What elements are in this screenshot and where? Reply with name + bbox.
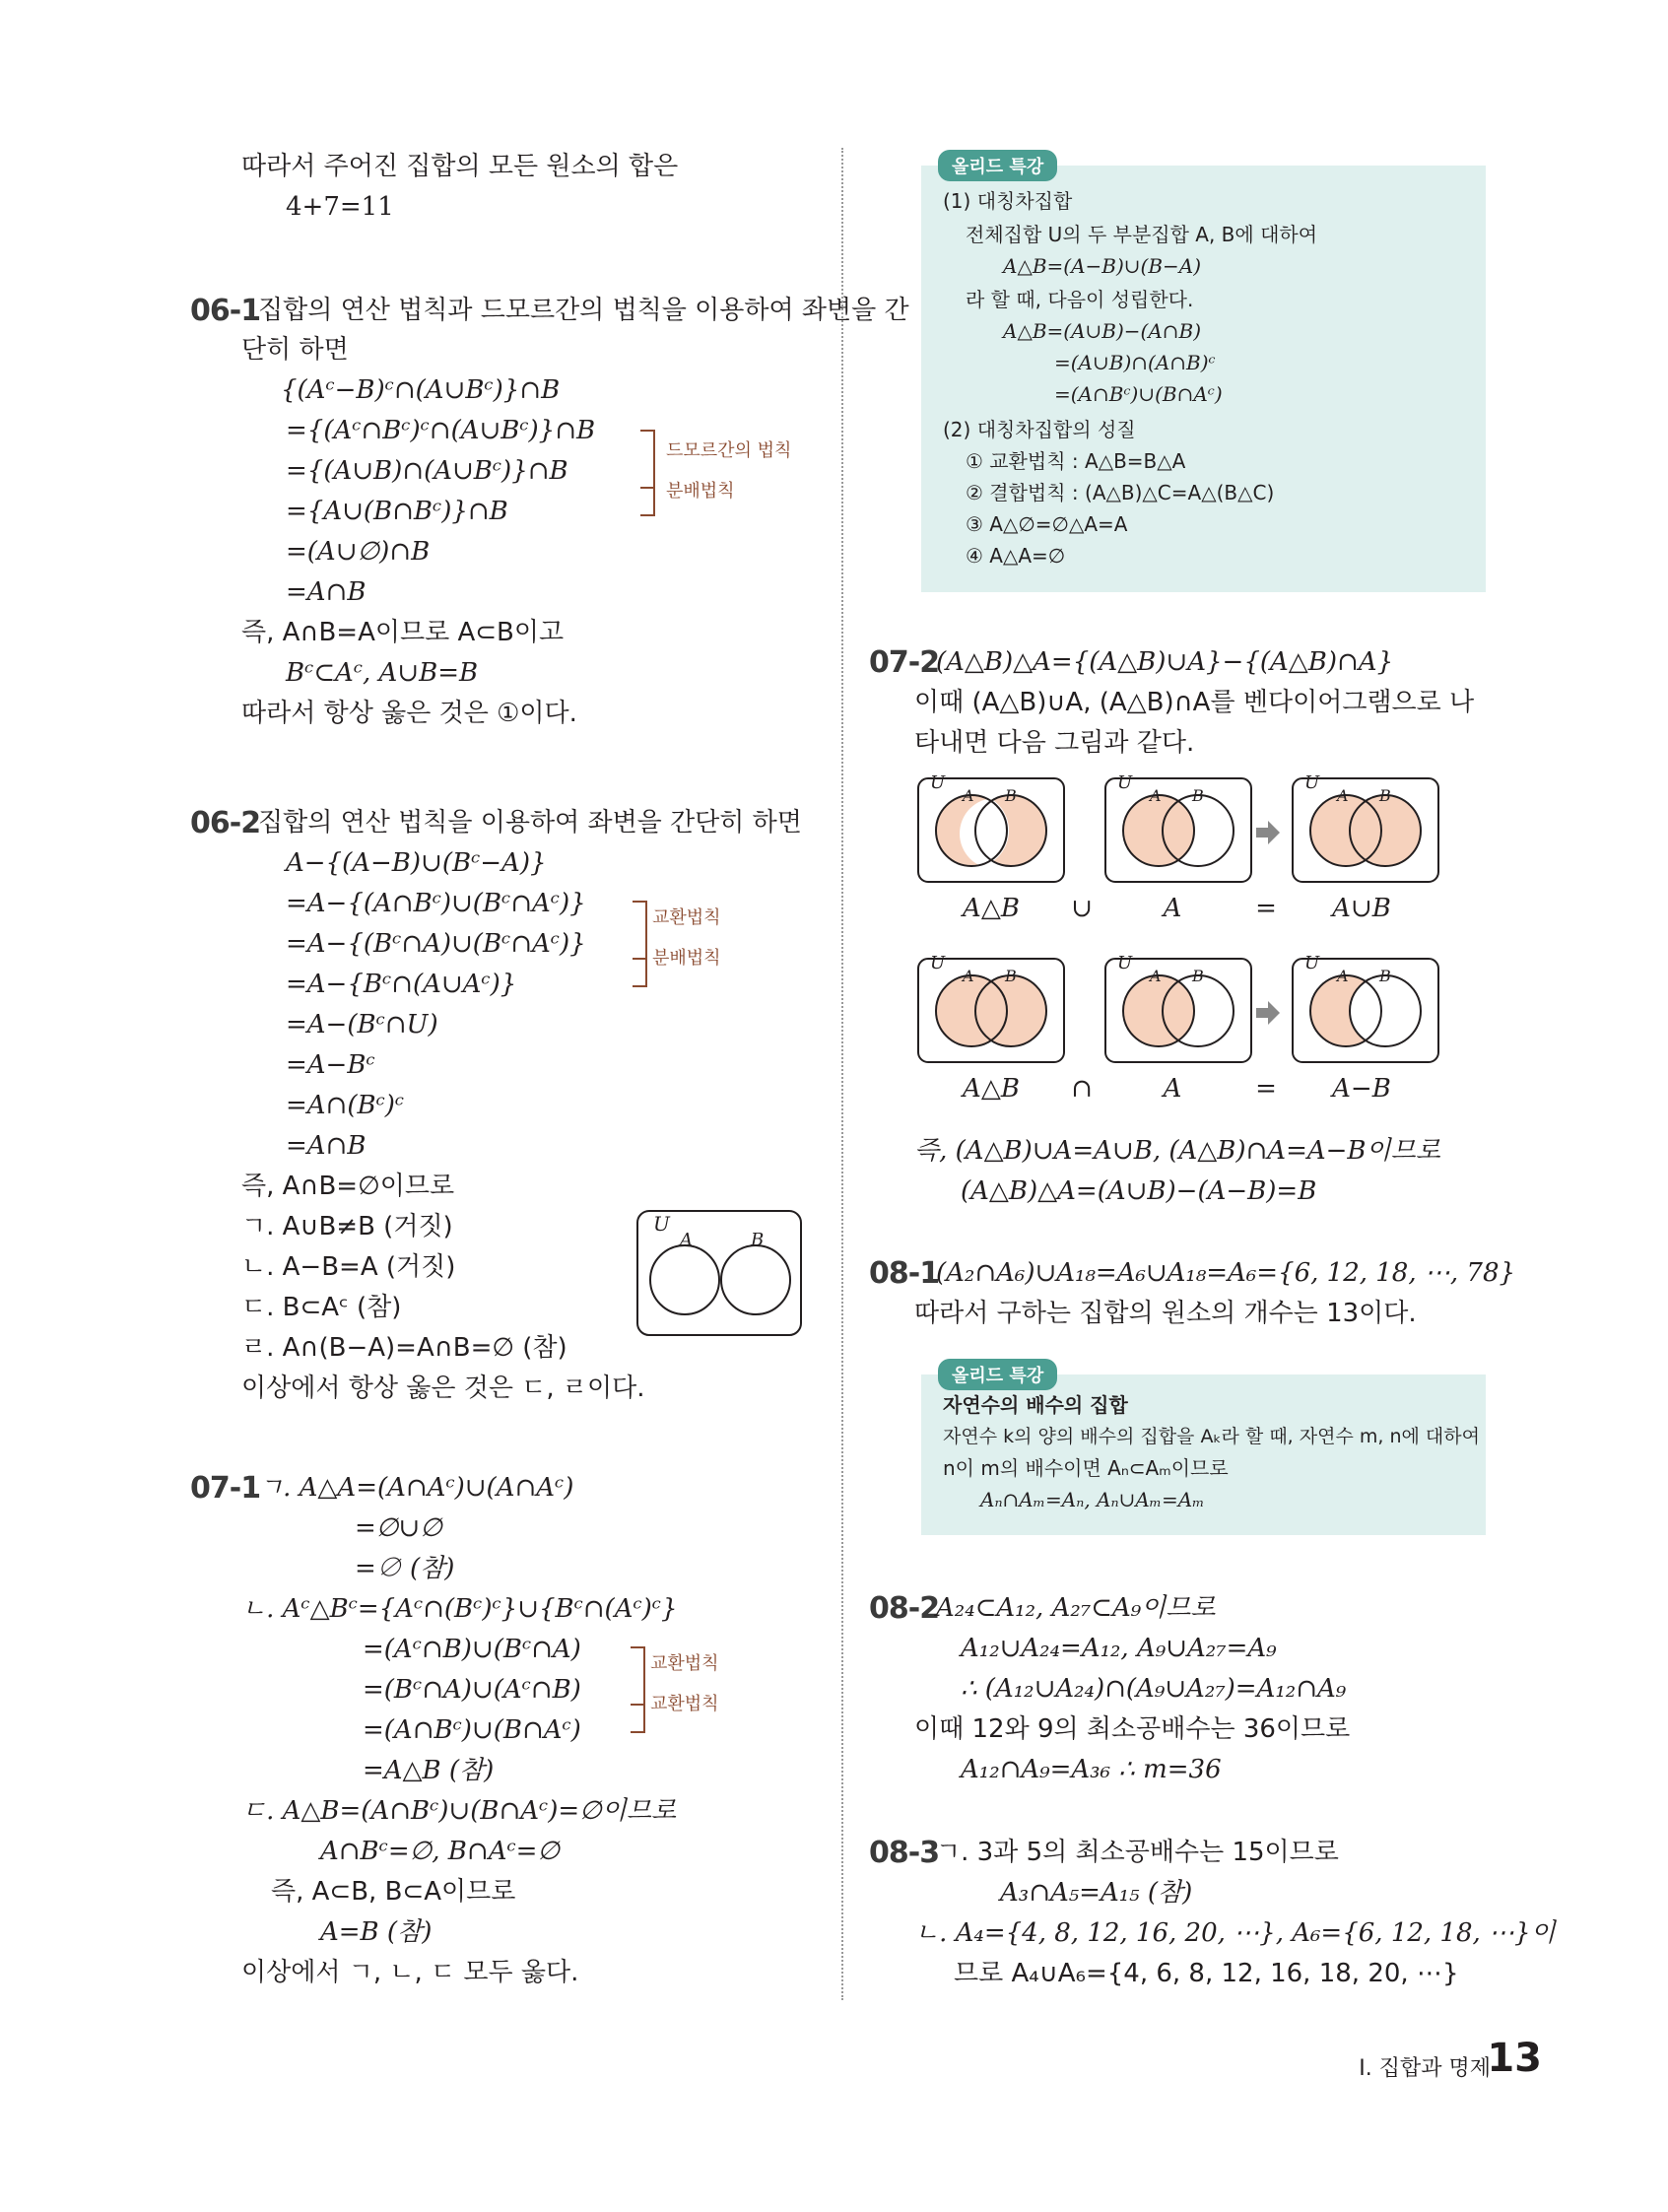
- intro-line: 따라서 주어진 집합의 모든 원소의 합은: [241, 152, 679, 181]
- p082-line: 이때 12와 9의 최소공배수는 36이므로: [914, 1714, 1351, 1744]
- p061-line: ={(Aᶜ∩Bᶜ)ᶜ∩(A∪Bᶜ)}∩B: [286, 416, 596, 445]
- p072-line: (A△B)△A=(A∪B)−(A−B)=B: [961, 1176, 1317, 1206]
- p061-line: ={(A∪B)∩(A∪Bᶜ)}∩B: [286, 456, 568, 486]
- column-divider: [841, 148, 843, 2000]
- p072-line: 이때 (A△B)∪A, (A△B)∩A를 벤다이어그램으로 나: [914, 688, 1475, 717]
- p071-line: =A△B (참): [363, 1756, 495, 1785]
- p071-line: ㄴ. Aᶜ△Bᶜ={Aᶜ∩(Bᶜ)ᶜ}∪{Bᶜ∩(Aᶜ)ᶜ}: [241, 1594, 678, 1624]
- rule-note: 교환법칙: [650, 1694, 719, 1714]
- tip-line: ③ A△∅=∅△A=A: [966, 512, 1128, 536]
- venn-label: B: [1192, 967, 1204, 985]
- problem-label-08-1: 08-1: [869, 1256, 940, 1291]
- p071-line: =∅∪∅: [355, 1513, 442, 1543]
- p072-line: 즉, (A△B)∪A=A∪B, (A△B)∩A=A−B이므로: [914, 1136, 1440, 1166]
- p072-line: 타내면 다음 그림과 같다.: [914, 728, 1195, 758]
- venn-caption: ∩: [1071, 1074, 1093, 1104]
- tip-line: (2) 대칭차집합의 성질: [943, 418, 1136, 441]
- p061-line: 집합의 연산 법칙과 드모르간의 법칙을 이용하여 좌변을 간: [258, 296, 909, 325]
- p062-line: 즉, A∩B=∅이므로: [241, 1172, 455, 1201]
- problem-label-06-1: 06-1: [190, 294, 261, 328]
- p071-line: =∅ (참): [355, 1554, 455, 1583]
- page-number: 13: [1487, 2036, 1542, 2081]
- problem-label-06-2: 06-2: [190, 806, 261, 840]
- p061-line: 단히 하면: [241, 335, 349, 365]
- p062-line: =A∩(Bᶜ)ᶜ: [286, 1091, 405, 1120]
- arrow-icon: [1256, 821, 1280, 844]
- venn-union: [1293, 773, 1438, 882]
- problem-label-07-2: 07-2: [869, 645, 940, 680]
- tip-line: (1) 대칭차집합: [943, 189, 1073, 213]
- p061-line: 즉, A∩B=A이므로 A⊂B이고: [241, 618, 565, 647]
- tip-line: =(A∪B)∩(A∩B)ᶜ: [1054, 351, 1216, 374]
- venn-label: B: [1192, 786, 1204, 805]
- set-circle: [721, 1245, 790, 1314]
- venn-difference: [1293, 953, 1438, 1062]
- tip-line: A△B=(A∪B)−(A∩B): [1003, 319, 1202, 343]
- venn-label: A: [1337, 967, 1349, 985]
- p062-line: A−{(A−B)∪(Bᶜ−A)}: [286, 848, 547, 878]
- tip-line: ④ A△A=∅: [966, 544, 1066, 568]
- problem-label-08-2: 08-2: [869, 1591, 940, 1626]
- tip-tag: 올리드 특강: [938, 150, 1057, 181]
- p062-line: =A−(Bᶜ∩U): [286, 1010, 438, 1039]
- p081-line: 따라서 구하는 집합의 원소의 개수는 13이다.: [914, 1299, 1417, 1328]
- intro-sum: 4+7=11: [286, 192, 394, 222]
- venn-caption: A△B: [963, 1074, 1020, 1104]
- p082-line: A₁₂∩A₉=A₃₆ ∴ m=36: [961, 1755, 1222, 1784]
- p082-line: ∴ (A₁₂∪A₂₄)∩(A₉∪A₂₇)=A₁₂∩A₉: [961, 1674, 1347, 1704]
- p061-line: ={A∪(B∩Bᶜ)}∩B: [286, 497, 508, 526]
- p071-line: 이상에서 ㄱ, ㄴ, ㄷ 모두 옳다.: [241, 1958, 579, 1987]
- set-circle: [650, 1245, 719, 1314]
- venn-label: U: [653, 1212, 670, 1236]
- venn-label: B: [1379, 967, 1391, 985]
- rule-note: 분배법칙: [666, 481, 735, 502]
- venn-caption: =: [1255, 1074, 1277, 1104]
- p061-line: =A∩B: [286, 577, 367, 607]
- venn-caption: A−B: [1332, 1074, 1391, 1104]
- venn-label: B: [1005, 967, 1017, 985]
- venn-label: A: [963, 967, 974, 985]
- p062-line: ㄹ. A∩(B−A)=A∩B=∅ (참): [241, 1333, 567, 1363]
- p062-line: =A−{(Bᶜ∩A)∪(Bᶜ∩Aᶜ)}: [286, 929, 586, 959]
- p082-line: A₁₂∪A₂₄=A₁₂, A₉∪A₂₇=A₉: [961, 1634, 1277, 1663]
- bracket-icon: [638, 429, 668, 522]
- p071-line: =(Aᶜ∩B)∪(Bᶜ∩A): [363, 1635, 581, 1664]
- p083-line: ㄱ. 3과 5의 최소공배수는 15이므로: [936, 1838, 1339, 1867]
- tip-line: 라 할 때, 다음이 성립한다.: [966, 288, 1194, 311]
- venn-caption: ∪: [1071, 894, 1093, 923]
- venn-label: U: [1117, 773, 1133, 793]
- venn-label: B: [1379, 786, 1391, 805]
- tip-line: 자연수 k의 양의 배수의 집합을 Aₖ라 할 때, 자연수 m, n에 대하여: [943, 1426, 1480, 1447]
- p081-line: (A₂∩A₆)∪A₁₈=A₆∪A₁₈=A₆={6, 12, 18, ⋯, 78}: [936, 1258, 1516, 1288]
- problem-label-07-1: 07-1: [190, 1471, 261, 1506]
- tip-line: n이 m의 배수이면 Aₙ⊂Aₘ이므로: [943, 1456, 1229, 1480]
- p083-line: ㄴ. A₄={4, 8, 12, 16, 20, ⋯}, A₆={6, 12, 18, ⋯}이: [914, 1918, 1556, 1948]
- p061-line: Bᶜ⊂Aᶜ, A∪B=B: [286, 658, 479, 688]
- p083-line: A₃∩A₅=A₁₅ (참): [1000, 1878, 1193, 1908]
- tip-tag: 올리드 특강: [938, 1359, 1057, 1390]
- rule-note: 드모르간의 법칙: [666, 440, 792, 461]
- venn-sym-diff-1: [918, 773, 1064, 882]
- p071-line: A∩Bᶜ=∅, B∩Aᶜ=∅: [320, 1837, 561, 1866]
- p062-line: ㄷ. B⊂Aᶜ (참): [241, 1293, 402, 1322]
- venn-label: U: [930, 773, 946, 793]
- p071-line: =(Bᶜ∩A)∪(Aᶜ∩B): [363, 1675, 581, 1705]
- venn-set-a-2: [1105, 953, 1251, 1062]
- p071-line: A=B (참): [320, 1917, 433, 1947]
- chapter-title: Ⅰ. 집합과 명제: [1359, 2056, 1491, 2081]
- venn-label: U: [1304, 953, 1320, 973]
- venn-sym-diff-2: [918, 953, 1064, 1062]
- venn-label: A: [1150, 786, 1162, 805]
- tip-line: A△B=(A−B)∪(B−A): [1003, 254, 1202, 278]
- tip-line: 자연수의 배수의 집합: [943, 1393, 1128, 1417]
- venn-figure: [916, 773, 1448, 1099]
- p062-line: =A−{Bᶜ∩(A∪Aᶜ)}: [286, 970, 517, 999]
- p062-line: 집합의 연산 법칙을 이용하여 좌변을 간단히 하면: [258, 808, 802, 838]
- rule-note: 교환법칙: [650, 1653, 719, 1674]
- p062-line: =A∩B: [286, 1131, 367, 1161]
- p061-line: 따라서 항상 옳은 것은 ①이다.: [241, 699, 577, 728]
- p062-line: 이상에서 항상 옳은 것은 ㄷ, ㄹ이다.: [241, 1374, 645, 1403]
- p071-line: ㄱ. A△A=(A∩Aᶜ)∪(A∩Aᶜ): [258, 1473, 574, 1503]
- p071-line: =(A∩Bᶜ)∪(B∩Aᶜ): [363, 1715, 581, 1745]
- tip-line: ① 교환법칙 : A△B=B△A: [966, 449, 1186, 473]
- p072-line: (A△B)△A={(A△B)∪A}−{(A△B)∩A}: [936, 647, 1394, 677]
- venn-label: A: [1150, 967, 1162, 985]
- p083-line: 므로 A₄∪A₆={4, 6, 8, 12, 16, 18, 20, ⋯}: [954, 1959, 1459, 1988]
- venn-caption: A: [1163, 894, 1182, 923]
- problem-label-08-3: 08-3: [869, 1836, 940, 1870]
- p071-line: 즉, A⊂B, B⊂A이므로: [271, 1877, 516, 1907]
- p082-line: A₂₄⊂A₁₂, A₂₇⊂A₉이므로: [936, 1593, 1216, 1623]
- tip-line: Aₙ∩Aₘ=Aₙ, Aₙ∪Aₘ=Aₘ: [980, 1488, 1205, 1511]
- tip-line: =(A∩Bᶜ)∪(B∩Aᶜ): [1054, 382, 1223, 406]
- venn-caption: =: [1255, 894, 1277, 923]
- venn-label: A: [1337, 786, 1349, 805]
- p062-line: =A−Bᶜ: [286, 1050, 375, 1080]
- p062-line: =A−{(A∩Bᶜ)∪(Bᶜ∩Aᶜ)}: [286, 889, 586, 918]
- rule-note: 분배법칙: [652, 948, 721, 969]
- tip-line: ② 결합법칙 : (A△B)△C=A△(B△C): [966, 481, 1275, 504]
- arrow-icon: [1256, 1001, 1280, 1025]
- venn-caption: A△B: [963, 894, 1020, 923]
- venn-label: U: [1304, 773, 1320, 793]
- venn-set-a-1: [1105, 773, 1251, 882]
- p071-line: ㄷ. A△B=(A∩Bᶜ)∪(B∩Aᶜ)=∅이므로: [241, 1796, 677, 1826]
- venn-label: U: [930, 953, 946, 973]
- venn-label: U: [1117, 953, 1133, 973]
- venn-diagram: [635, 1209, 803, 1337]
- venn-label: A: [680, 1230, 693, 1250]
- p061-line: =(A∪∅)∩B: [286, 537, 431, 567]
- venn-label: A: [963, 786, 974, 805]
- venn-caption: A∪B: [1332, 894, 1391, 923]
- venn-label: B: [1005, 786, 1017, 805]
- tip-line: 전체집합 U의 두 부분집합 A, B에 대하여: [966, 223, 1318, 246]
- venn-caption: A: [1163, 1074, 1182, 1104]
- p062-line: ㄴ. A−B=A (거짓): [241, 1252, 456, 1282]
- p062-line: ㄱ. A∪B≠B (거짓): [241, 1212, 453, 1241]
- p061-line: {(Aᶜ−B)ᶜ∩(A∪Bᶜ)}∩B: [281, 375, 561, 405]
- venn-label: B: [751, 1230, 765, 1250]
- rule-note: 교환법칙: [652, 907, 721, 928]
